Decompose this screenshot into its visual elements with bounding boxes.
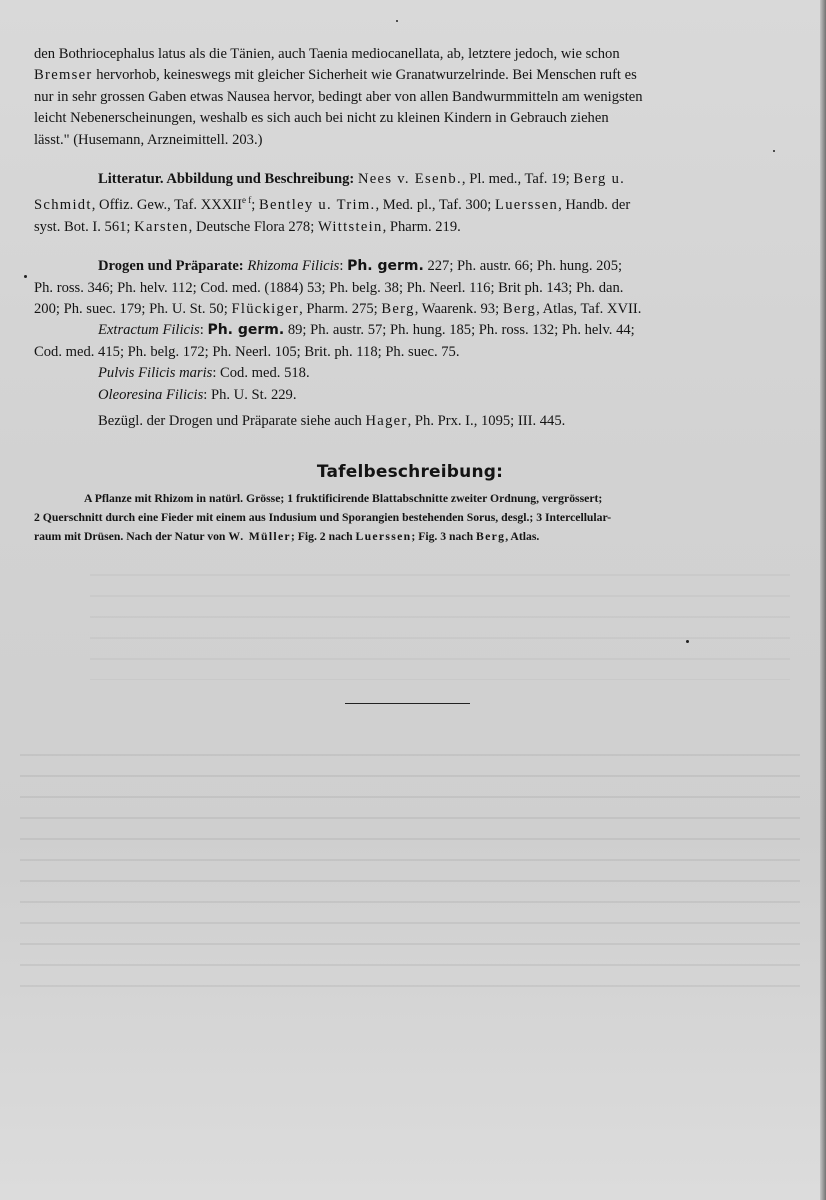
speck (24, 275, 27, 278)
intro-line-2: Bremser hervorhob, keineswegs mit gleicher Sicherheit wie Granatwurzelrinde. Bei Menschen ruft es (34, 67, 637, 84)
drogen-line-3: 200; Ph. suec. 179; Ph. U. St. 50; Flückiger, Pharm. 275; Berg, Waarenk. 93; Berg, Atlas, Taf. XVII. (34, 300, 642, 317)
intro-line-3: nur in sehr grossen Gaben etwas Nausea hervor, bedingt aber von allen Bandwurmmitteln am wenigsten (34, 88, 643, 105)
author-bremser: Bremser (34, 67, 93, 84)
page-content (34, 44, 806, 546)
drogen-line-1: Drogen und Präparate: Rhizoma Filicis: Ph. germ. 227; Ph. austr. 66; Ph. hung. 205; (98, 258, 623, 275)
litteratur-line-3: syst. Bot. I. 561; Karsten, Deutsche Flora 278; Wittstein, Pharm. 219. (34, 218, 461, 235)
oleoresina-line: Oleoresina Filicis: Ph. U. St. 229. (98, 386, 297, 403)
speck (686, 640, 689, 643)
litteratur-line-1: Litteratur. Abbildung und Beschreibung: Nees v. Esenb., Pl. med., Taf. 19; Berg u. (98, 171, 626, 188)
page-edge-shadow (820, 0, 826, 1200)
drogen-section (34, 256, 806, 432)
intro-paragraph (34, 44, 806, 151)
end-rule (345, 703, 470, 704)
drogen-line-2: Ph. ross. 346; Ph. helv. 112; Cod. med. (1884) 53; Ph. belg. 38; Ph. Neerl. 116; Brit ph. 143; Ph. dan. (34, 279, 624, 296)
tafel-line-2: 2 Querschnitt durch eine Fieder mit einem aus Indusium und Sporangien bestehenden Sorus, desgl.; 3 Intercellular- (34, 510, 612, 524)
intro-line-1: den Bothriocephalus latus als die Tänien, auch Taenia mediocanellata, ab, letztere jedoch, wie schon (34, 46, 620, 62)
bleed-through-text (90, 560, 790, 680)
intro-line-5: lässt." (Husemann, Arzneimittell. 203.) (34, 131, 263, 148)
litteratur-line-2: Schmidt, Offiz. Gew., Taf. $XXXII^{e f}$; Bentley u. Trim., Med. pl., Taf. 300; Luerssen, Handb. der (34, 195, 631, 214)
speck (396, 20, 398, 22)
drogen-label: Drogen und Präparate: (98, 258, 244, 275)
tafel-line-3: raum mit Drüsen. Nach der Natur von W. Müller; Fig. 2 nach Luerssen; Fig. 3 nach Berg, Atlas. (34, 529, 540, 543)
bezuegl-line: Bezügl. der Drogen und Präparate siehe auch Hager, Ph. Prx. I., 1095; III. 445. (98, 412, 566, 429)
litteratur-section (34, 169, 806, 238)
extractum-line-1: Extractum Filicis: Ph. germ. 89; Ph. austr. 57; Ph. hung. 185; Ph. ross. 132; Ph. helv. 44; (98, 322, 635, 339)
extractum-line-2: Cod. med. 415; Ph. belg. 172; Ph. Neerl. 105; Brit. ph. 118; Ph. suec. 75. (34, 343, 460, 360)
tafel-description (34, 490, 806, 546)
intro-line-4: leicht Nebenerscheinungen, weshalb es sich auch bei nicht zu kleinen Kindern in Gebrauch ziehen (34, 110, 609, 127)
litteratur-label: Litteratur. Abbildung und Beschreibung: (98, 171, 355, 188)
tafel-title: Tafelbeschreibung: (316, 462, 504, 483)
pulvis-line: Pulvis Filicis maris: Cod. med. 518. (98, 365, 310, 382)
bleed-through-text-lower (20, 740, 800, 990)
tafel-line-1: A Pflanze mit Rhizom in natürl. Grösse; 1 fruktificirende Blattabschnitte zweiter Ordnung, vergrössert; (84, 492, 603, 506)
